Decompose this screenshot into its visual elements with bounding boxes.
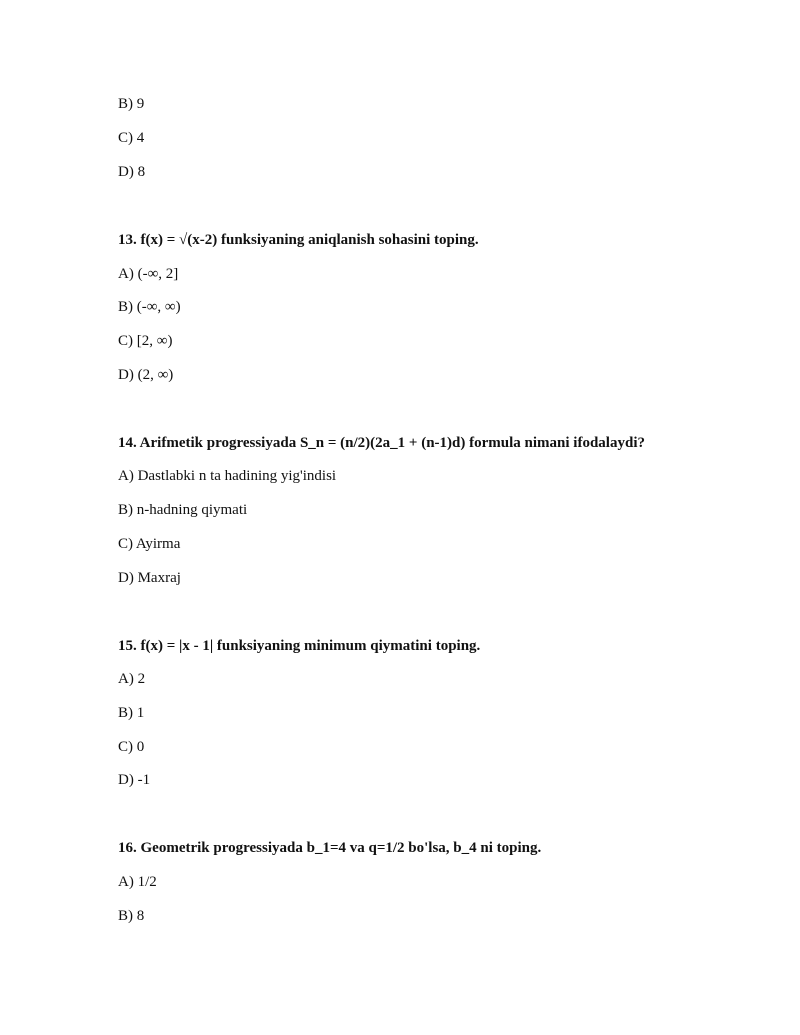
option-b-q13: B) (-∞, ∞) [118, 299, 181, 315]
option-d-q15: D) -1 [118, 772, 151, 788]
option-d-q12: D) 8 [118, 164, 146, 180]
option-a-q14: A) Dastlabki n ta hadining yig'indisi [118, 468, 337, 484]
option-a-q13: A) (-∞, 2] [118, 266, 179, 282]
option-c-q15: C) 0 [118, 739, 145, 755]
option-b-q15: B) 1 [118, 705, 145, 721]
option-d-q14: D) Maxraj [118, 570, 181, 586]
option-b-q14: B) n-hadning qiymati [118, 502, 248, 518]
option-b-q12: B) 9 [118, 96, 145, 112]
question-14: 14. Arifmetik progressiyada S_n = (n/2)(2a_1 + (n-1)d) formula nimani ifodalaydi? [118, 435, 645, 451]
option-a-q15: A) 2 [118, 671, 146, 687]
option-d-q13: D) (2, ∞) [118, 367, 174, 383]
option-a-q16: A) 1/2 [118, 874, 157, 890]
question-16: 16. Geometrik progressiyada b_1=4 va q=1/2 bo'lsa, b_4 ni toping. [118, 840, 542, 856]
question-13: 13. f(x) = √(x-2) funksiyaning aniqlanish sohasini toping. [118, 232, 479, 248]
option-c-q13: C) [2, ∞) [118, 333, 173, 349]
option-c-q14: C) Ayirma [118, 536, 181, 552]
option-c-q12: C) 4 [118, 130, 145, 146]
question-15: 15. f(x) = |x - 1| funksiyaning minimum qiymatini toping. [118, 638, 481, 654]
option-b-q16: B) 8 [118, 908, 145, 924]
